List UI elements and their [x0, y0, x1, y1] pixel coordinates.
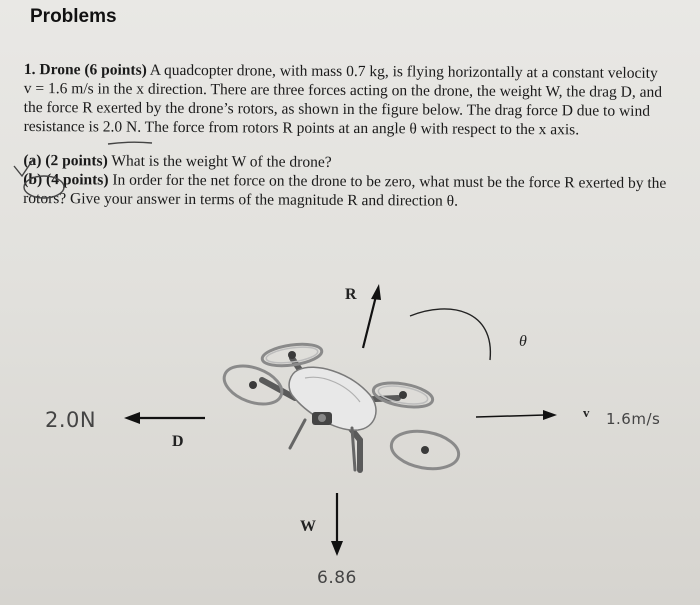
label-v: v — [583, 405, 590, 420]
part-a-label: (a) (2 points) — [23, 151, 108, 170]
page-heading: Problems — [30, 6, 117, 27]
problem-line-1: 1. Drone (6 points) A quadcopter drone, with mass 0.7 kg, is flying horizontally at a constant velocity — [23, 60, 658, 82]
handwritten-drag-value: 2.0N — [45, 408, 97, 432]
label-theta: θ — [519, 333, 527, 350]
handwritten-velocity-value: 1.6m/s — [606, 410, 661, 428]
label-r: R — [345, 286, 357, 303]
check-mark — [14, 158, 34, 176]
problem-line-2: v = 1.6 m/s in the x direction. There are three forces acting on the drone, the weight W, the drag D, and — [23, 79, 663, 101]
label-w: W — [300, 518, 316, 535]
force-w-arrow — [331, 493, 343, 556]
force-r-arrow — [363, 284, 381, 348]
angle-arc — [410, 309, 490, 360]
problem-line-3: the force R exerted by the drone’s rotors, as shown in the figure below. The drag force D due to wind — [23, 98, 651, 120]
label-d: D — [172, 433, 184, 450]
problem-line-4: resistance is 2.0 N. The force from rotors R points at an angle θ with respect to the x axis. — [23, 117, 580, 139]
circle-mark — [24, 176, 64, 198]
part-a-text: What is the weight W of the drone? — [107, 152, 332, 171]
underline-mark — [108, 142, 152, 144]
part-b-line-2: rotors? Give your answer in terms of the magnitude R and direction θ. — [23, 189, 459, 210]
handwritten-weight-value: 6.86 — [317, 568, 357, 588]
drone-icon — [219, 341, 462, 474]
part-b-label: (b) (4 points) — [23, 170, 109, 189]
part-b-text: In order for the net force on the drone to be zero, what must be the force R exerted by the — [108, 171, 667, 192]
problem-number: 1. Drone (6 points) — [23, 60, 147, 79]
force-d-arrow — [124, 412, 205, 424]
velocity-arrow — [476, 410, 557, 420]
pencil-marks — [14, 142, 152, 198]
